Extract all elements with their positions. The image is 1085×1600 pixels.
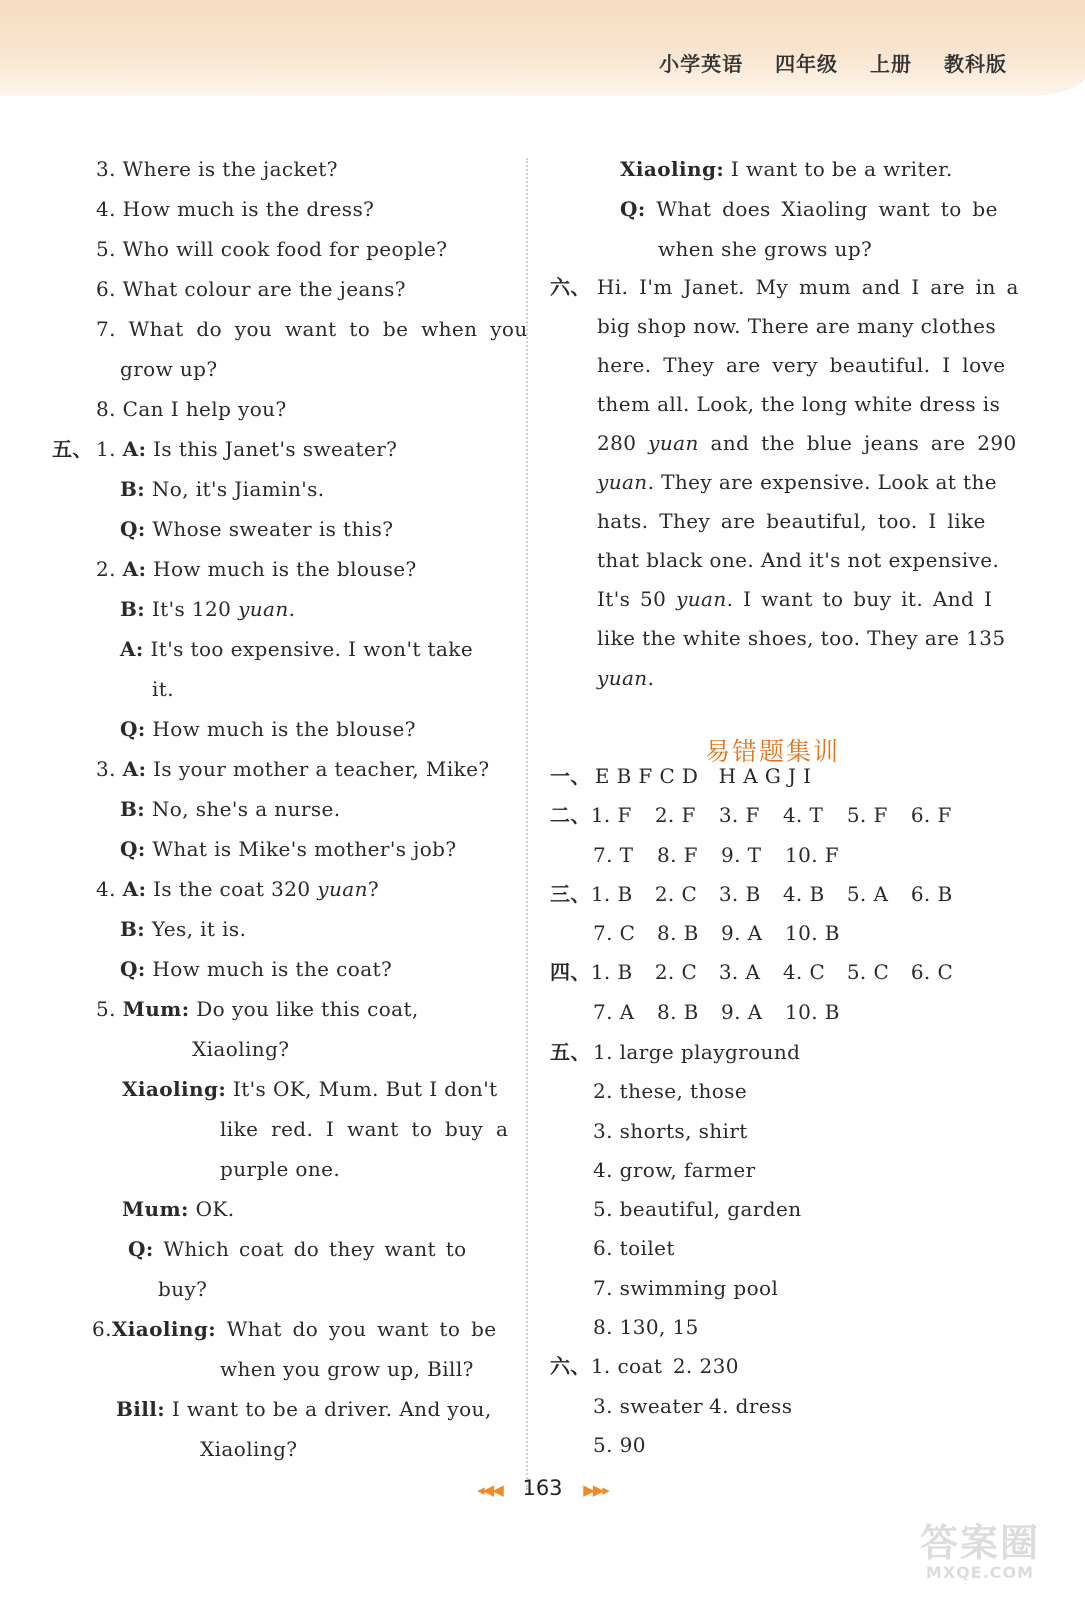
edition: 教科版 — [944, 52, 1007, 76]
answer-item: 8. B — [657, 921, 699, 945]
answer-item: 5. F — [846, 803, 888, 827]
exercise-2-row-1: 二、1. F 2. F 3. F 4. T 5. F 6. F — [550, 801, 975, 829]
exercise-4-row-2 — [593, 998, 855, 1026]
question-5: 5. Who will cook food for people? — [96, 237, 448, 261]
column-divider — [526, 158, 528, 1490]
answer-item: 9. A — [721, 1000, 763, 1024]
exercise-2-row-2 — [593, 841, 855, 869]
question-6: 6. What colour are the jeans? — [96, 277, 406, 301]
answer-item: 4. T — [782, 803, 824, 827]
exercise-6-row-3: 5. 90 — [593, 1433, 646, 1457]
answer-item: 10. F — [785, 843, 840, 867]
exercise-5-item: 5. beautiful, garden — [593, 1197, 802, 1221]
passage-line-5: 280 yuan and the blue jeans are 290 — [597, 431, 1017, 455]
answer-item: 5. C — [846, 960, 890, 984]
exercise-4-row-1: 四、1. B 2. C 3. A 4. C 5. C 6. C — [550, 958, 975, 986]
question-7-cont: grow up? — [120, 357, 218, 381]
exercise-3-answers — [591, 882, 975, 906]
dialog-3-a: 3. A: Is your mother a teacher, Mike? — [96, 757, 490, 781]
dialog-6-bill-cont: Xiaoling? — [200, 1437, 298, 1461]
exercise-6-row-1: 六、1. coat 2. 230 — [550, 1354, 739, 1378]
watermark-title: 答案圈 — [919, 1521, 1040, 1565]
dialog-4-b: B: Yes, it is. — [120, 917, 247, 941]
exercise-5-item: 2. these, those — [593, 1079, 748, 1103]
subject: 小学英语 — [659, 52, 744, 76]
passage-line-4: them all. Look, the long white dress is — [597, 392, 1001, 416]
passage-line-10: like the white shoes, too. They are 135 — [597, 626, 1006, 650]
dialog-5-xiaoling-cont: like red. I want to buy a — [220, 1117, 509, 1141]
answer-item: 3. F — [718, 803, 760, 827]
dialog-2-a2-cont: it. — [152, 677, 174, 701]
question-q-cont: when she grows up? — [658, 237, 873, 261]
volume: 上册 — [870, 52, 913, 76]
answer-item: 10. B — [785, 1000, 840, 1024]
dialog-1-a: 1. A: Is this Janet's sweater? — [96, 437, 398, 461]
answer-item: 7. T — [593, 843, 634, 867]
exercise-5-item: 3. shorts, shirt — [593, 1119, 748, 1143]
dialog-6-xiaoling: 6.Xiaoling: What do you want to be — [92, 1317, 497, 1341]
exercise-5-item: 4. grow, farmer — [593, 1158, 756, 1182]
page-number: 163 — [522, 1476, 563, 1500]
question-4: 4. How much is the dress? — [96, 197, 375, 221]
dialog-5-xiaoling: Xiaoling: It's OK, Mum. But I don't — [122, 1077, 498, 1101]
dialog-2-a: 2. A: How much is the blouse? — [96, 557, 417, 581]
dialog-5-q: Q: Which coat do they want to — [128, 1237, 467, 1261]
answer-item: 1. B — [590, 882, 633, 906]
dialog-5-mum: 5. Mum: Do you like this coat, — [96, 997, 419, 1021]
dialog-5-mum-cont: Xiaoling? — [192, 1037, 290, 1061]
answer-item: 6. C — [910, 960, 954, 984]
exercise-5-item: 1. large playground — [593, 1040, 801, 1064]
exercise-6-row-2: 3. sweater 4. dress — [593, 1394, 793, 1418]
question-7: 7. What do you want to be when you — [96, 317, 528, 341]
passage-line-8: that black one. And it's not expensive. — [597, 548, 1000, 572]
exercise-4-answers-cont — [593, 1000, 855, 1024]
answer-item: 7. C — [593, 921, 636, 945]
passage-line-9: It's 50 yuan. I want to buy it. And I — [597, 587, 993, 611]
section-title: 易错题集训 — [705, 737, 841, 766]
section-5-label: 五、 — [52, 437, 93, 461]
dialog-3-q: Q: What is Mike's mother's job? — [120, 837, 457, 861]
answer-item: 9. A — [721, 921, 763, 945]
passage-line-3: here. They are very beautiful. I love — [597, 353, 1006, 377]
dialog-5-xiaoling-cont2: purple one. — [220, 1157, 341, 1181]
watermark — [895, 1512, 1065, 1592]
exercise-5-item: 8. 130, 15 — [593, 1315, 699, 1339]
answer-item: 6. B — [910, 882, 953, 906]
exercise-2-answers-cont — [593, 843, 855, 867]
passage-line-2: big shop now. There are many clothes — [597, 314, 997, 338]
book-title — [635, 48, 1007, 77]
exercise-3-row-1: 三、1. B 2. C 3. B 4. B 5. A 6. B — [550, 880, 975, 908]
answer-item: 4. B — [782, 882, 825, 906]
answer-item: 8. B — [657, 1000, 699, 1024]
question-3: 3. Where is the jacket? — [96, 157, 338, 181]
grade: 四年级 — [775, 52, 839, 76]
xiaoling-answer: Xiaoling: I want to be a writer. — [620, 157, 953, 181]
dialog-1-b: B: No, it's Jiamin's. — [120, 477, 325, 501]
exercise-3-row-2 — [593, 919, 855, 947]
dialog-2-a2: A: It's too expensive. I won't take — [120, 637, 474, 661]
dialog-4-q: Q: How much is the coat? — [120, 957, 393, 981]
dialog-5-mum2: Mum: OK. — [122, 1197, 235, 1221]
answer-item: 8. F — [657, 843, 698, 867]
dialog-3-b: B: No, she's a nurse. — [120, 797, 341, 821]
passage-line-6: yuan. They are expensive. Look at the — [597, 470, 997, 494]
next-arrows-icon: ▶▶▸ — [583, 1481, 608, 1499]
exercise-1: 一、 E B F C D H A G J I — [550, 764, 812, 788]
answer-item: 4. C — [782, 960, 826, 984]
question-q: Q: What does Xiaoling want to be — [620, 197, 998, 221]
answer-item: 2. C — [654, 960, 698, 984]
exercise-4-answers — [591, 960, 975, 984]
watermark-url: MXQE.COM — [925, 1563, 1035, 1582]
exercise-2-answers — [591, 803, 975, 827]
answer-item: 2. F — [654, 803, 696, 827]
passage-line-1: Hi. I'm Janet. My mum and I are in a — [597, 275, 1019, 299]
answer-item: 3. B — [718, 882, 761, 906]
passage-line-11: yuan. — [597, 666, 655, 690]
answer-item: 9. T — [721, 843, 762, 867]
dialog-6-xiaoling-cont: when you grow up, Bill? — [220, 1357, 474, 1381]
question-8: 8. Can I help you? — [96, 397, 287, 421]
dialog-4-a: 4. A: Is the coat 320 yuan? — [96, 877, 379, 901]
exercise-5-item: 7. swimming pool — [593, 1276, 779, 1300]
answer-item: 7. A — [593, 1000, 635, 1024]
answer-item: 10. B — [785, 921, 840, 945]
dialog-1-q: Q: Whose sweater is this? — [120, 517, 394, 541]
answer-item: 1. F — [590, 803, 632, 827]
page-footer — [0, 1476, 1085, 1500]
section-6-label: 六、 — [550, 275, 591, 299]
answer-item: 3. A — [718, 960, 761, 984]
passage-line-7: hats. They are beautiful, too. I like — [597, 509, 986, 533]
dialog-2-q: Q: How much is the blouse? — [120, 717, 416, 741]
prev-arrows-icon: ◂◀◀ — [477, 1481, 502, 1499]
dialog-5-q-cont: buy? — [158, 1277, 208, 1301]
answer-item: 6. F — [910, 803, 952, 827]
answer-item: 2. C — [654, 882, 698, 906]
answer-item: 1. B — [590, 960, 633, 984]
dialog-6-bill: Bill: I want to be a driver. And you, — [116, 1397, 492, 1421]
exercise-3-answers-cont — [593, 921, 855, 945]
exercise-5-label: 五、 — [550, 1040, 591, 1064]
exercise-5-item: 6. toilet — [593, 1236, 675, 1260]
dialog-2-b: B: It's 120 yuan. — [120, 597, 296, 621]
answer-item: 5. A — [846, 882, 889, 906]
